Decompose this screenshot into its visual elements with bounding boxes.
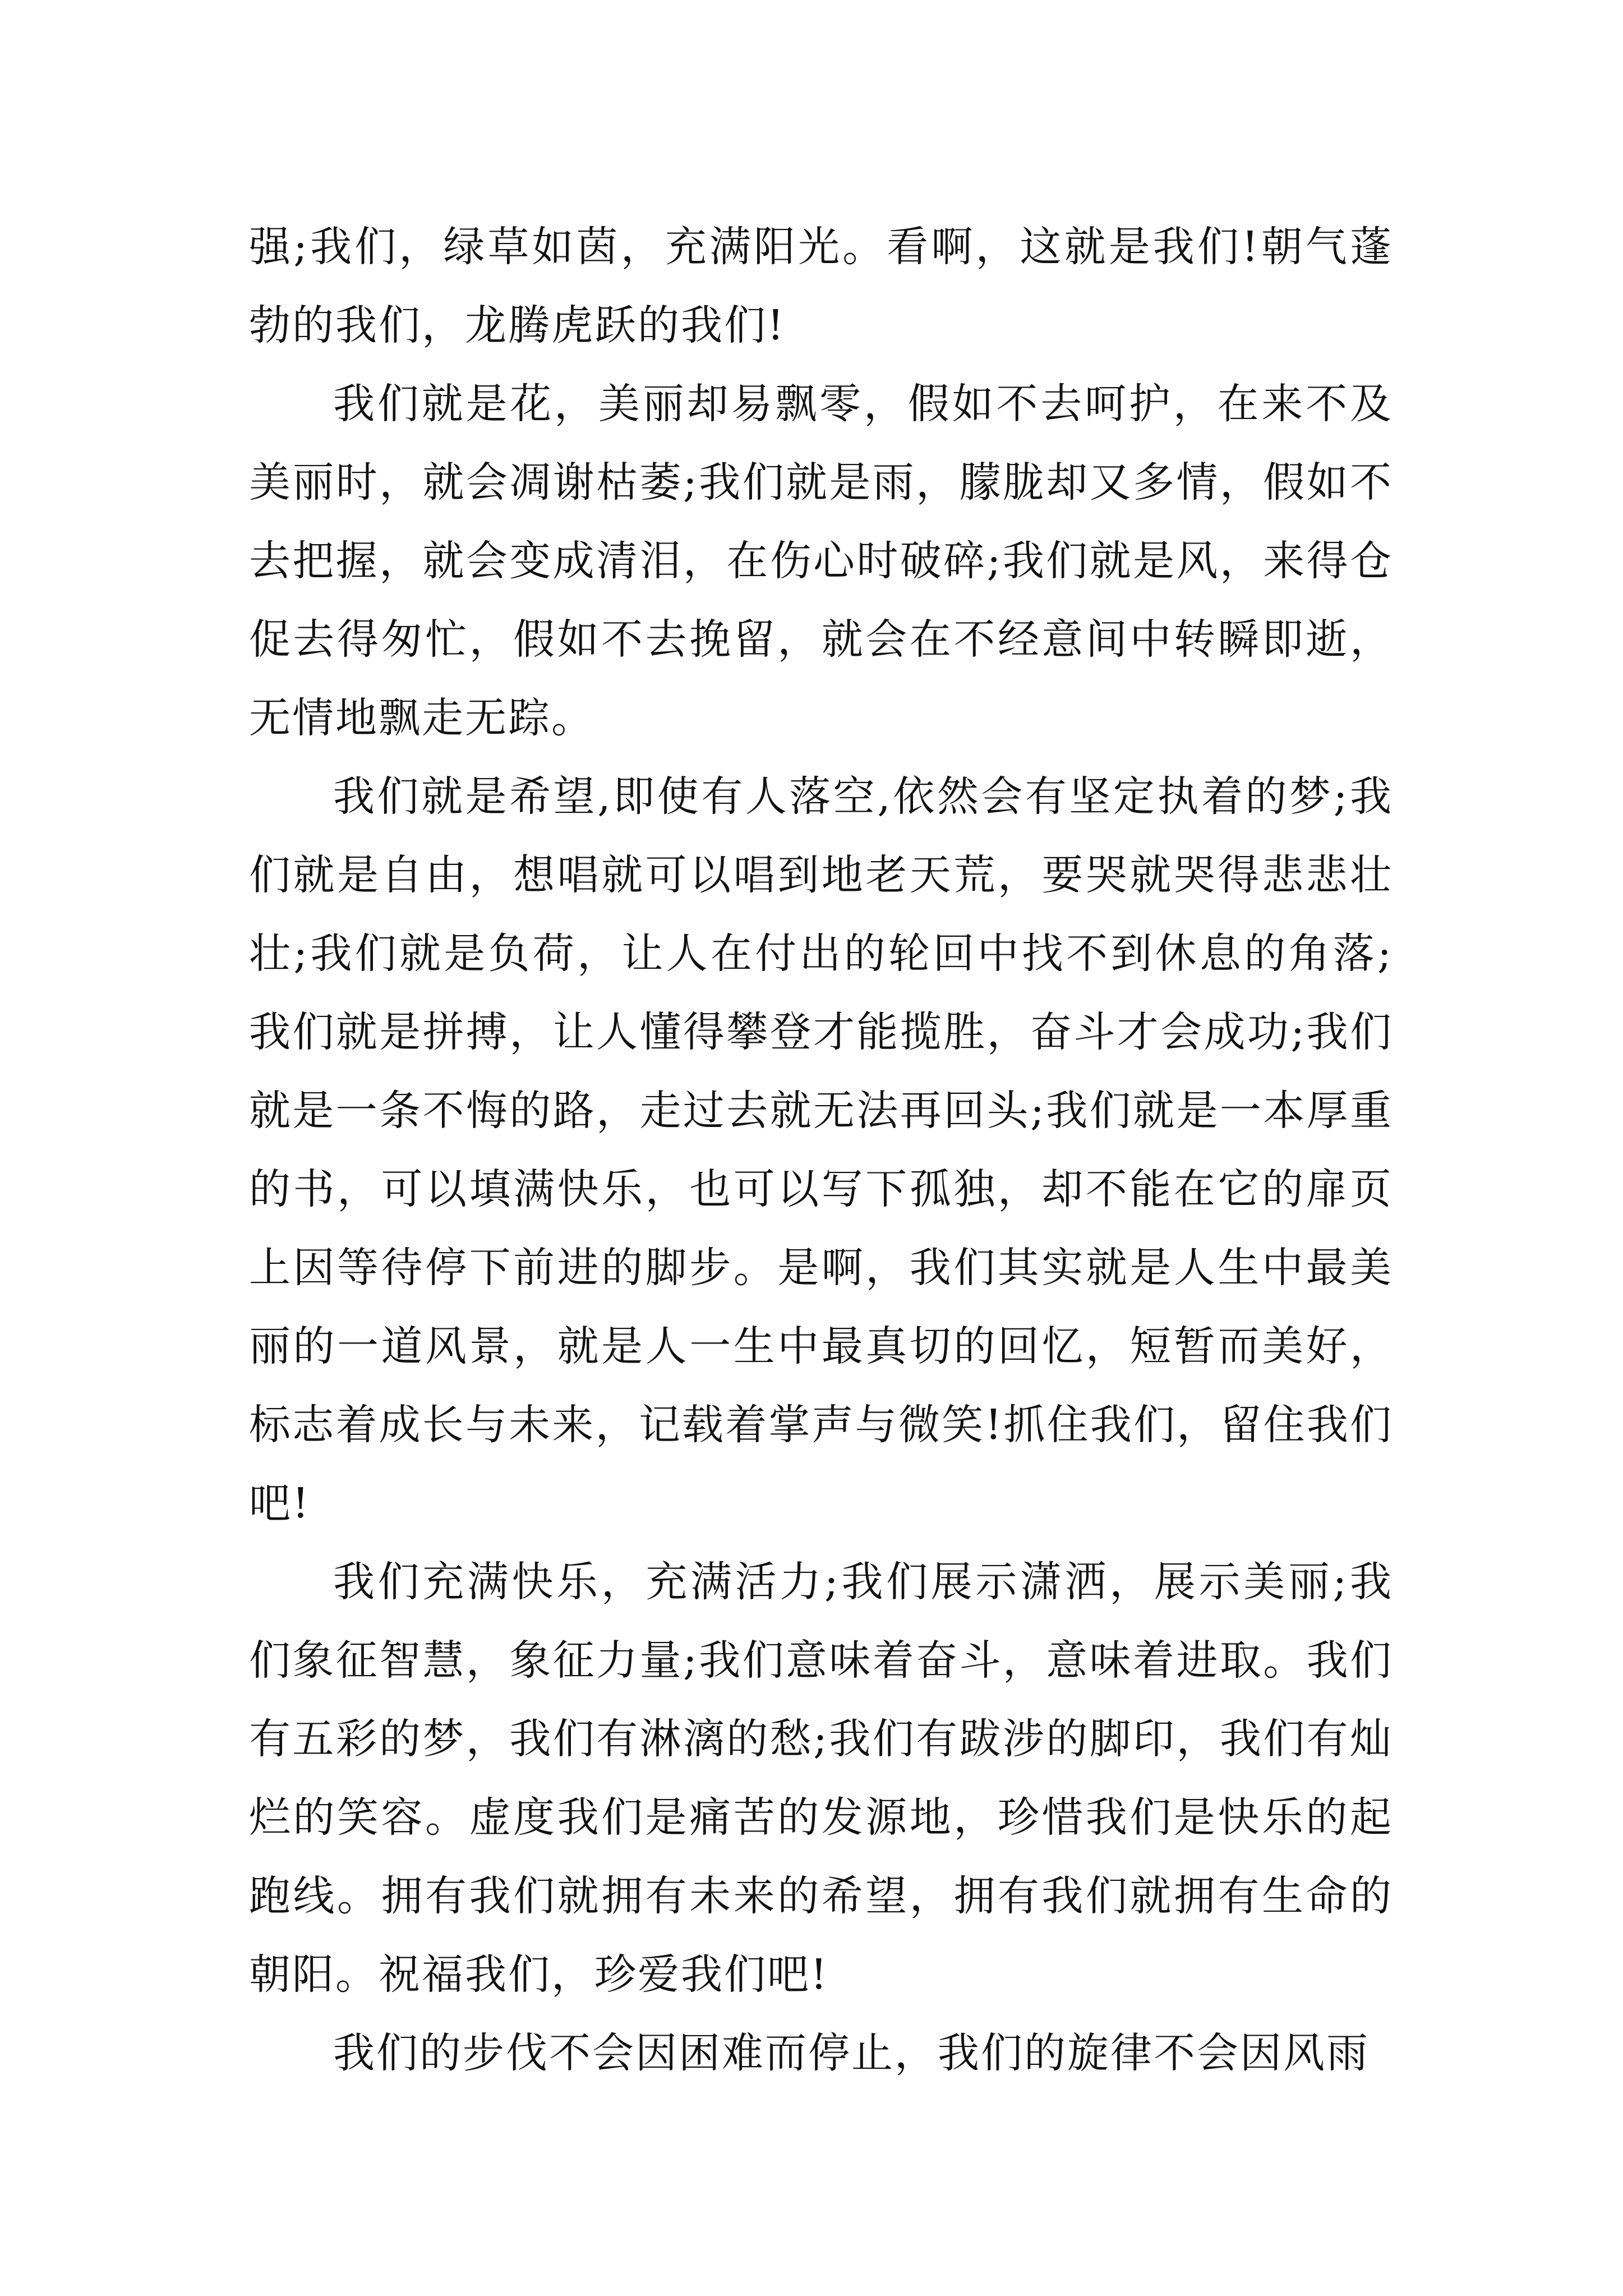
paragraph-2: 我们就是花，美丽却易飘零，假如不去呵护，在来不及美丽时，就会凋谢枯萎;我们就是雨，朦胧却又多情，假如不去把握，就会变成清泪，在伤心时破碎;我们就是风，来得仓促去得匆忙，假如不去挽留，就会在不经意间中转瞬即逝，无情地飘走无踪。	[249, 380, 1393, 742]
body-text	[249, 208, 1393, 2092]
paragraph-1: 强;我们，绿草如茵，充满阳光。看啊，这就是我们!朝气蓬勃的我们，龙腾虎跃的我们!	[249, 223, 1393, 349]
paragraph-5: 我们的步伐不会因困难而停止，我们的旋律不会因风雨	[333, 2029, 1370, 2077]
paragraph-3: 我们就是希望,即使有人落空,依然会有坚定执着的梦;我们就是自由，想唱就可以唱到地老天荒，要哭就哭得悲悲壮壮;我们就是负荷，让人在付出的轮回中找不到休息的角落;我们就是拼搏，让人懂得攀登才能揽胜，奋斗才会成功;我们就是一条不悔的路，走过去就无法再回头;我们就是一本厚重的书，可以填满快乐，也可以写下孤独，却不能在它的扉页上因等待停下前进的脚步。是啊，我们其实就是人生中最美丽的一道风景，就是人一生中最真切的回忆，短暂而美好，标志着成长与未来，记载着掌声与微笑!抓住我们，留住我们吧!	[249, 772, 1393, 1527]
paragraph-4: 我们充满快乐，充满活力;我们展示潇洒，展示美丽;我们象征智慧，象征力量;我们意味着奋斗，意味着进取。我们有五彩的梦，我们有淋漓的愁;我们有跋涉的脚印，我们有灿烂的笑容。虚度我们是痛苦的发源地，珍惜我们是快乐的起跑线。拥有我们就拥有未来的希望，拥有我们就拥有生命的朝阳。祝福我们，珍爱我们吧!	[249, 1558, 1393, 1999]
